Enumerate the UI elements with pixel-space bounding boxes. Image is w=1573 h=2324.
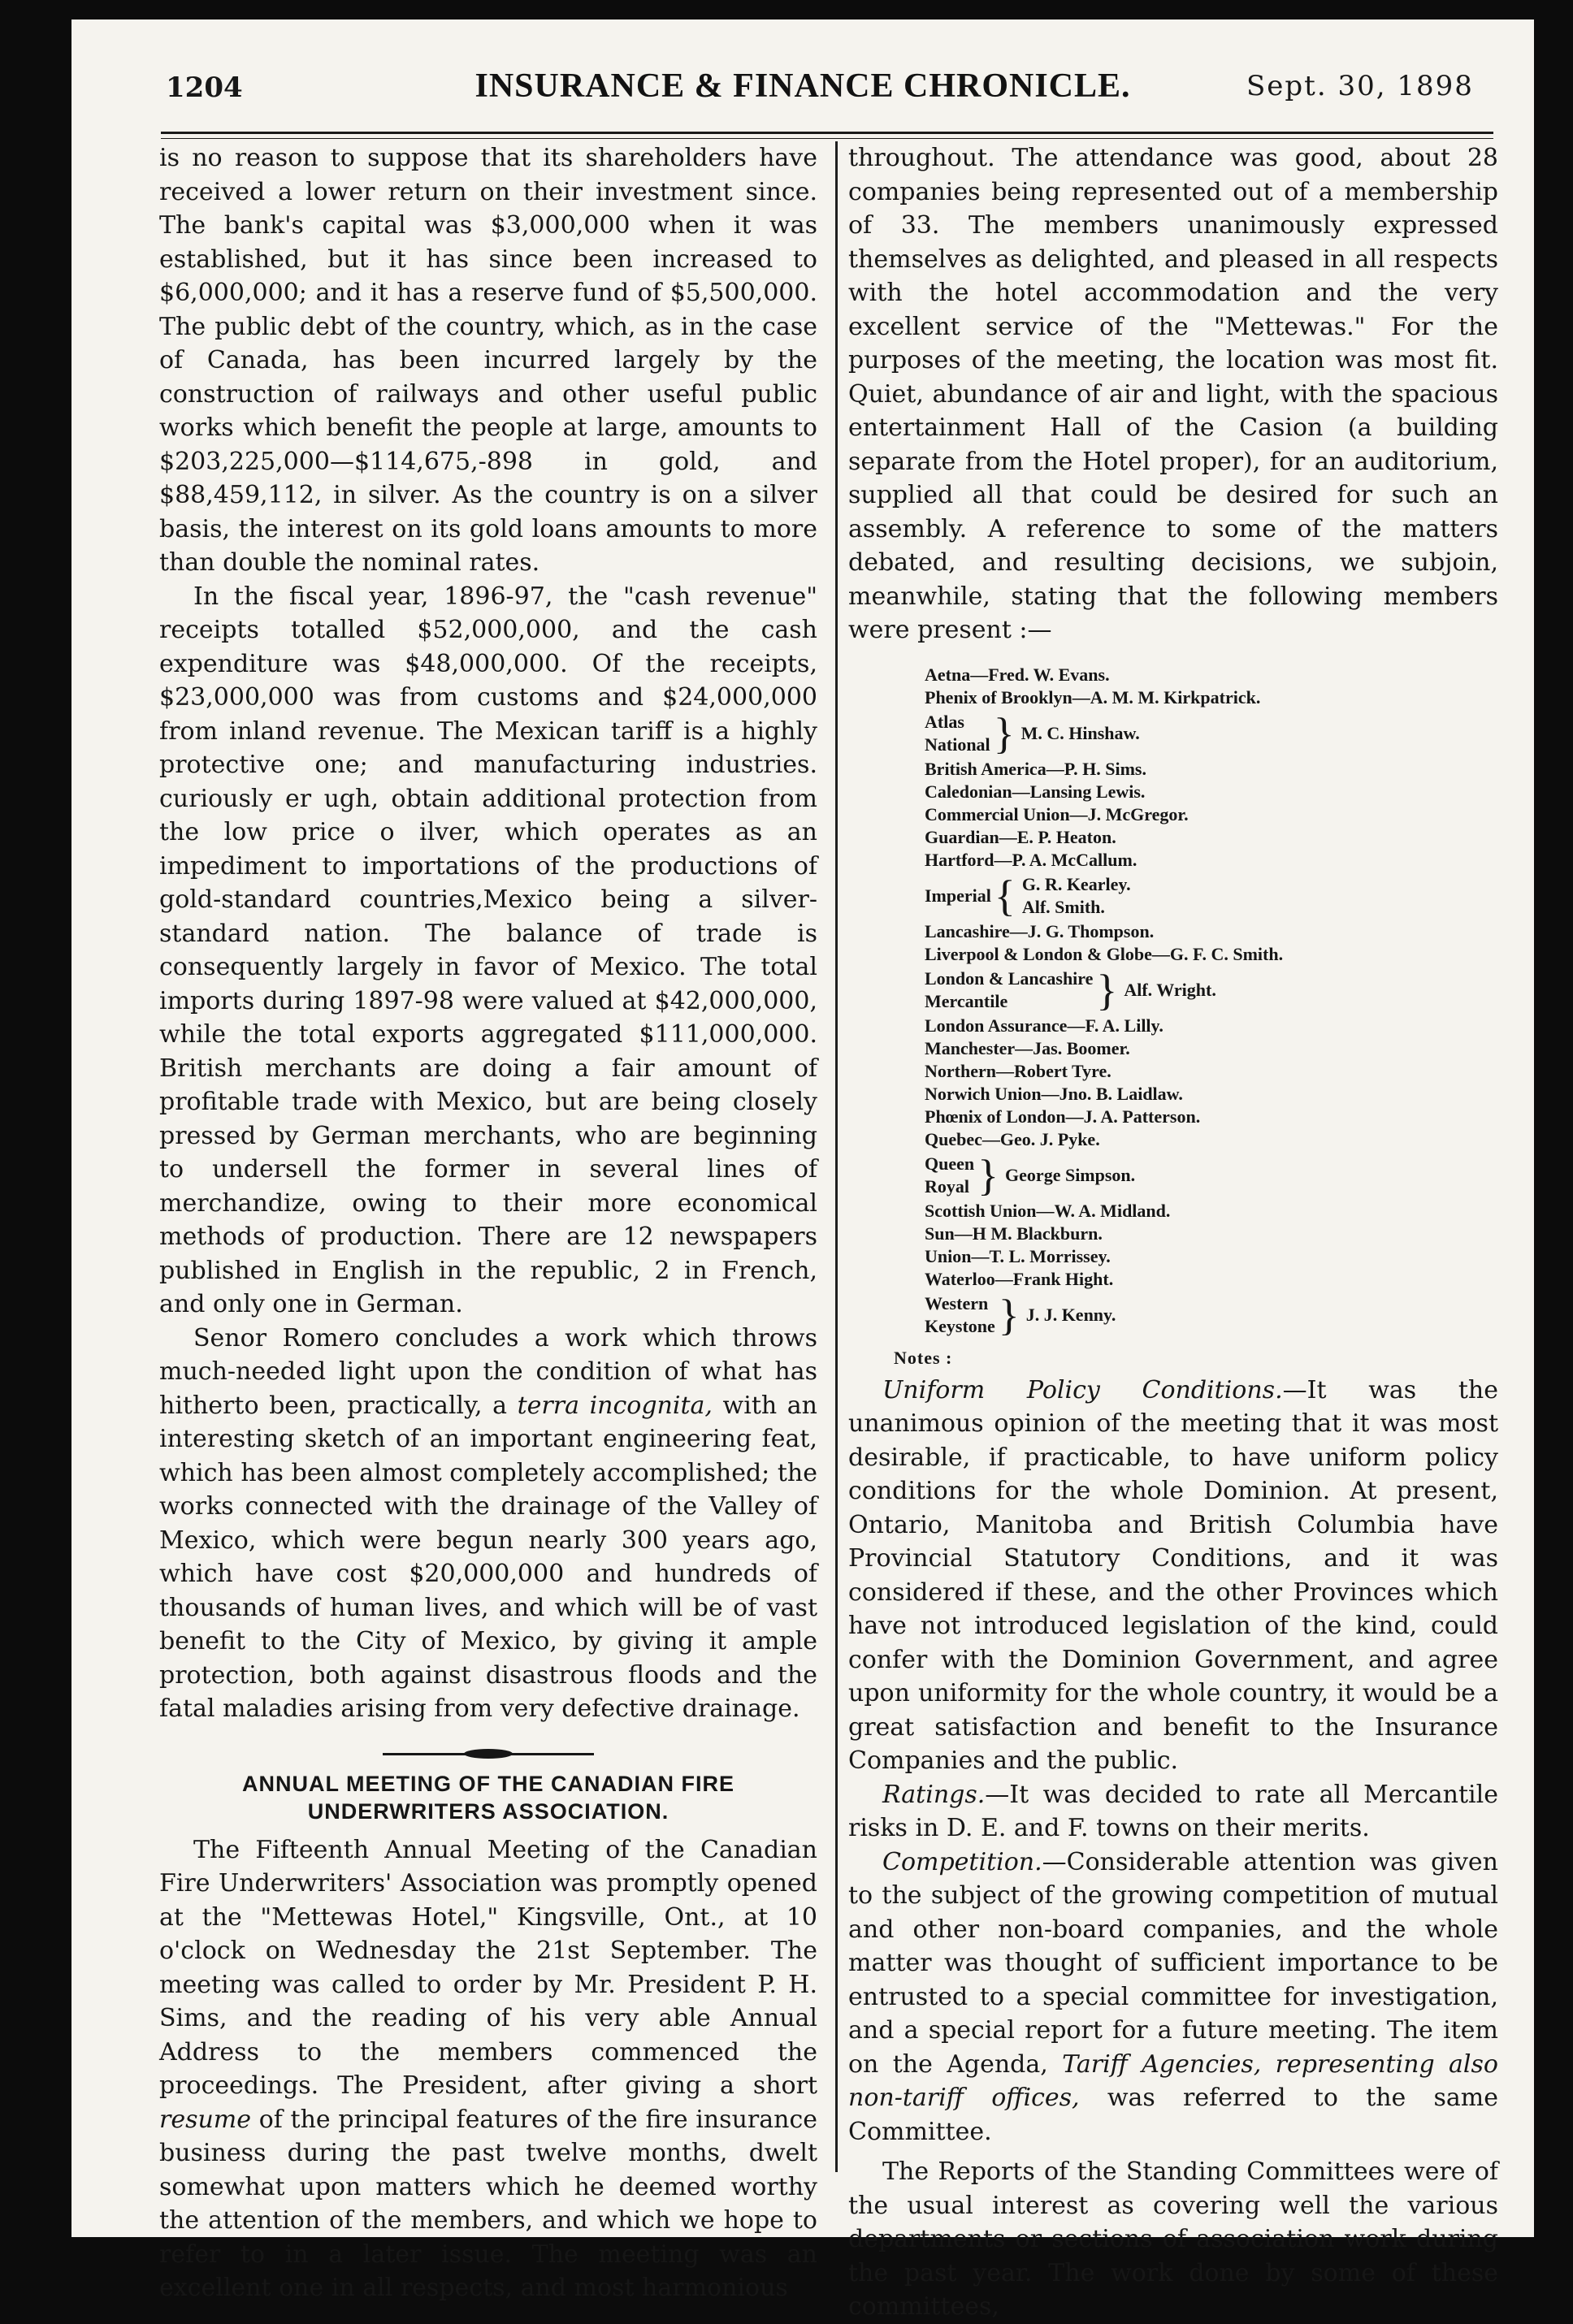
paragraph: throughout. The attendance was good, about 28 companies being represented out of a membership of 33. The members unanimously expressed themselves as delighted, and pleased in all respects with the hotel accommodation and the very excellent service of the "Mettewas." For the purposes of the meeting, the location was most fit. Quiet, abundance of air and light, with the spacious entertainment Hall of the Casion (a building separate from the Hotel proper), for an auditorium, supplied all that could be desired for such an assembly. A reference to some of the matters debated, and resulting decisions, we subjoin, meanwhile, stating that the following members were present :—: [848, 144, 1498, 644]
newspaper-page: [72, 19, 1534, 2321]
list-item: Imperial { G. R. Kearley. Alf. Smith.: [925, 871, 1131, 920]
brace-glyph: }: [993, 708, 1015, 758]
list-item: Scottish Union—W. A. Midland.: [925, 1200, 1171, 1221]
list-item: Queen Royal } George Simpson.: [925, 1150, 1136, 1200]
paragraph: Competition.—Considerable attention was given to the subject of the growing competition of mutual and other non-board companies, and the whole matter was thought of sufficient importance to be entrusted to a special committee for investigation, and a special report for a future meeting. The item on the Agenda, Tariff Agencies, representing also non-tariff offices, was referred to the same Committee.: [848, 1847, 1498, 2146]
header-rule-thin: [161, 138, 1493, 139]
publication-title: INSURANCE & FINANCE CHRONICLE.: [474, 67, 1131, 105]
paragraph: Senor Romero concludes a work which throws much-needed light upon the condition of what has hitherto been, practically, a terra incognita, with an interesting sketch of an important engineering feat, which has been almost completely accomplished; the works connected with the drainage of the Valley of Mexico, which were begun nearly 300 years ago, which have cost $20,000,000 and hundreds of thousands of human lives, and which will be of vast benefit to the City of Mexico, by giving it ample protection, both against disastrous floods and the fatal maladies arising from very defective drainage.: [159, 1323, 817, 1723]
issue-date: Sept. 30, 1898: [1246, 70, 1474, 102]
list-item: Waterloo—Frank Hight.: [925, 1268, 1114, 1289]
paragraph: The Fifteenth Annual Meeting of the Canadian Fire Underwriters' Association was promptly opened at the "Mettewas Hotel," Kingsville, Ont., at 10 o'clock on Wednesday the 21st September. The meeting was called to order by Mr. President P. H. Sims, and the reading of his very able Annual Address to the members commenced the proceedings. The President, after giving a short resume of the principal features of the fire insurance business during the past twelve months, dwelt somewhat upon matters which he deemed worthy the attention of the members, and which we hope to refer to in a later issue. The meeting was an excellent one in all respects, and most harmonious: [159, 1835, 817, 2302]
list-item: Phenix of Brooklyn—A. M. M. Kirkpatrick.: [925, 686, 1261, 708]
list-item: Lancashire—J. G. Thompson.: [925, 920, 1155, 941]
notes-heading: Notes :: [894, 1347, 953, 1368]
right-column: [848, 141, 1498, 2324]
paragraph: Uniform Policy Conditions.—It was the unanimous opinion of the meeting that it was most desirable, if practicable, to have uniform policy conditions for the whole Dominion. At present, Ontario, Manitoba and British Columbia have Provincial Statutory Conditions, and it was considered if these, and the other Provinces which have not introduced legislation of the kind, could confer with the Dominion Government, and agree upon uniformity for the whole country, it would be a great satisfaction and benefit to the Insurance Companies and the public.: [848, 1375, 1498, 1775]
paragraph: Ratings.—It was decided to rate all Mercantile risks in D. E. and F. towns on their merits.: [848, 1780, 1498, 1842]
paragraph: is no reason to suppose that its shareholders have received a lower return on their investment since. The bank's capital was $3,000,000 when it was established, but it has since been increased to $6,000,000; and it has a reserve fund of $5,500,000. The public debt of the country, which, as in the case of Canada, has been incurred largely by the construction of railways and other useful public works which benefit the people at large, amounts to $203,225,000—$114,675,-898 in gold, and $88,459,112, in silver. As the country is on a silver basis, the interest on its gold loans amounts to more than double the nominal rates.: [159, 144, 817, 577]
brace-glyph: }: [998, 1290, 1020, 1339]
list-item: Caledonian—Lansing Lewis.: [925, 781, 1146, 802]
column-divider: [835, 141, 838, 2172]
paragraph: The Reports of the Standing Committees were of the usual interest as covering well the various departments or sections of association work during the past year. The work done by some of these committees,: [848, 2157, 1498, 2321]
list-item: Norwich Union—Jno. B. Laidlaw.: [925, 1083, 1183, 1104]
list-item: Manchester—Jas. Boomer.: [925, 1037, 1130, 1058]
left-column: [159, 141, 817, 2305]
list-item: Aetna—Fred. W. Evans.: [925, 664, 1110, 685]
list-item: Hartford—P. A. McCallum.: [925, 849, 1138, 870]
paragraph: In the fiscal year, 1896-97, the "cash revenue" receipts totalled $52,000,000, and the cash expenditure was $48,000,000. Of the receipts, $23,000,000 was from customs and $24,000,000 from inland revenue. The Mexican tariff is a highly protective one; and manufacturing industries. curiously er ugh, obtain additional protection from the low price o ilver, which operates as an impediment to importations of the productions of gold-standard countries,Mexico being a silver-standard nation. The balance of trade is consequently largely in favor of Mexico. The total imports during 1897-98 were valued at $42,000,000, while the total exports aggregated $111,000,000. British merchants are doing a fair amount of profitable trade with Mexico, but are being closely pressed by German merchants, who are beginning to undersell the former in several lines of merchandize, owing to their more economical methods of production. There are 12 newspapers published in English in the republic, 2 in French, and only one in German.: [159, 582, 817, 1318]
brace-glyph: }: [977, 1150, 999, 1200]
list-item: Phœnix of London—J. A. Patterson.: [925, 1106, 1201, 1127]
brace-glyph: {: [994, 871, 1016, 920]
list-item: Northern—Robert Tyre.: [925, 1060, 1112, 1081]
page-header: [72, 63, 1534, 125]
section-ornament: [383, 1749, 594, 1759]
members-list: [925, 664, 1498, 1338]
list-item: Commercial Union—J. McGregor.: [925, 803, 1189, 824]
list-item: Guardian—E. P. Heaton.: [925, 826, 1116, 847]
list-item: Liverpool & London & Globe—G. F. C. Smith.: [925, 943, 1284, 964]
page-number: 1204: [166, 71, 243, 104]
list-item: British America—P. H. Sims.: [925, 758, 1146, 779]
list-item: Quebec—Geo. J. Pyke.: [925, 1128, 1100, 1149]
list-item: London Assurance—F. A. Lilly.: [925, 1015, 1164, 1036]
list-item: Sun—H M. Blackburn.: [925, 1223, 1103, 1244]
list-item: Atlas National } M. C. Hinshaw.: [925, 708, 1140, 758]
list-item: Union—T. L. Morrissey.: [925, 1245, 1111, 1266]
article-heading: ANNUAL MEETING OF THE CANADIAN FIRE UNDERWRITERS ASSOCIATION.: [242, 1771, 734, 1824]
list-item: Western Keystone } J. J. Kenny.: [925, 1290, 1116, 1339]
brace-glyph: }: [1096, 965, 1118, 1015]
list-item: London & Lancashire Mercantile } Alf. Wright.: [925, 965, 1216, 1015]
header-rule: [161, 132, 1493, 134]
